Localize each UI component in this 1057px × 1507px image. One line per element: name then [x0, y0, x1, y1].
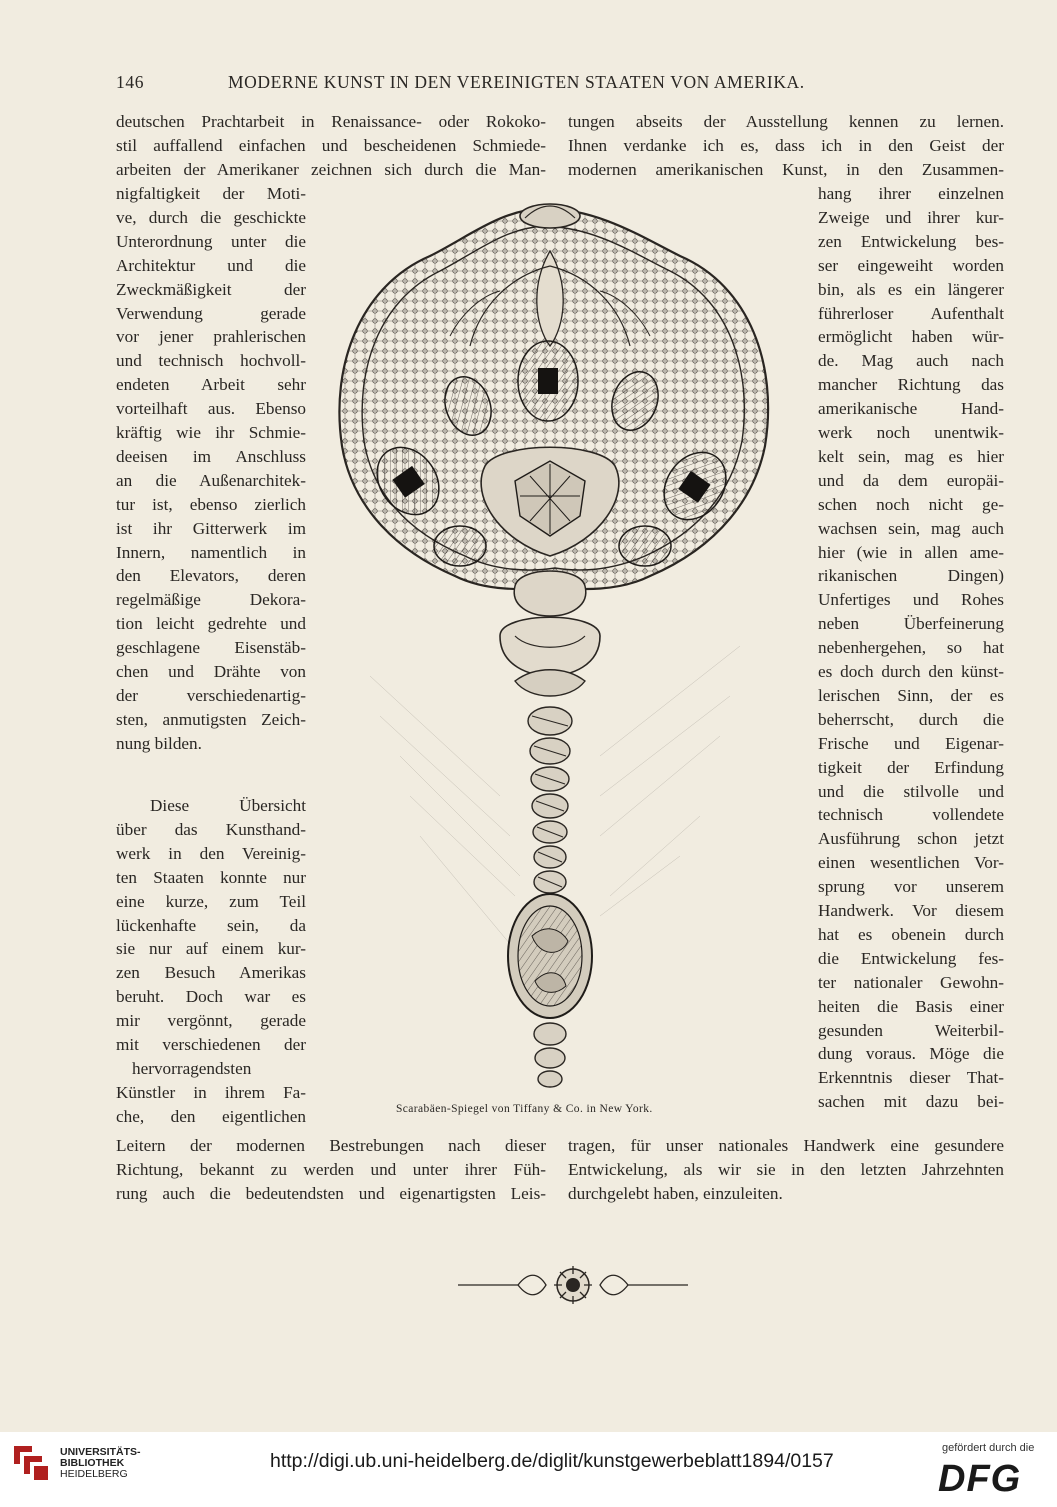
- text-line: regelmäßige Dekora-: [116, 590, 306, 610]
- text-line: es doch durch den künst-: [818, 662, 1004, 681]
- text-line: Verwendung gerade: [116, 303, 306, 323]
- text-line: führerloser Aufenthalt: [818, 303, 1004, 323]
- text-line: arbeiten der Amerikaner zeichnen sich durch die Man-: [116, 159, 546, 179]
- text-line: tragen, für unser nationales Handwerk eine gesundere: [568, 1136, 1004, 1155]
- text-line: ist ihr Gitterwerk im: [116, 518, 306, 538]
- text-line: bin, als es ein längerer: [818, 279, 1004, 299]
- text-line: ter nationaler Gewohn-: [818, 972, 1004, 992]
- text-line: Unfertiges und Rohes: [818, 590, 1004, 610]
- text-line: Ausführung schon jetzt: [818, 829, 1004, 849]
- dfg-logo: DFG: [938, 1458, 1022, 1500]
- text-line: Diese Übersicht: [150, 796, 306, 815]
- text-line: eine kurze, zum Teil: [116, 891, 306, 911]
- text-line: rikanischen Dingen): [818, 566, 1004, 586]
- figure-caption: Scarabäen-Spiegel von Tiffany & Co. in New York.: [396, 1103, 653, 1115]
- text-line: mit verschiedenen der: [116, 1035, 306, 1054]
- library-line-3: HEIDELBERG: [60, 1468, 128, 1480]
- text-line: deutschen Prachtarbeit in Renaissance- oder Rokoko-: [116, 112, 546, 131]
- university-library-logo-icon: [10, 1442, 52, 1484]
- text-line: modernen amerikanischen Kunst, in den Zusammen-: [568, 159, 1004, 179]
- text-line: endeten Arbeit sehr: [116, 375, 306, 395]
- text-line: schen noch nicht ge-: [818, 494, 1004, 514]
- tailpiece-ornament-icon: [458, 1262, 688, 1308]
- text-line: de. Mag auch nach: [818, 351, 1004, 371]
- text-line: nigfaltigkeit der Moti-: [116, 184, 306, 203]
- text-line: Innern, namentlich in: [116, 542, 306, 562]
- text-line: rung auch die bedeutendsten und eigenartigsten Leis-: [116, 1183, 546, 1203]
- text-line: hat es obenein durch: [818, 924, 1004, 944]
- text-line: geschlagene Eisenstäb-: [116, 638, 306, 658]
- text-line: hang ihrer einzelnen: [818, 184, 1004, 203]
- text-line: Unterordnung unter die: [116, 231, 306, 251]
- text-line: sten, anmutigsten Zeich-: [116, 709, 306, 729]
- text-line: der verschiedenartig-: [116, 685, 306, 705]
- text-line: Leitern der modernen Bestrebungen nach dieser: [116, 1136, 546, 1155]
- text-line: Ihnen verdanke ich es, dass ich in den Geist der: [568, 135, 1004, 155]
- library-line-2: BIBLIOTHEK: [60, 1457, 125, 1469]
- text-line: dung voraus. Möge die: [818, 1044, 1004, 1064]
- text-line: ermöglicht haben wür-: [818, 327, 1004, 347]
- text-line: mir vergönnt, gerade: [116, 1011, 306, 1031]
- text-line: über das Kunsthand-: [116, 819, 306, 839]
- text-line: und die stilvolle und: [818, 781, 1004, 801]
- text-line: tion leicht gedrehte und: [116, 614, 306, 634]
- text-line: an die Außenarchitek-: [116, 470, 306, 490]
- library-name: [60, 1447, 141, 1480]
- text-line: stil auffallend einfachen und bescheidenen Schmiede-: [116, 135, 546, 155]
- running-title: MODERNE KUNST IN DEN VEREINIGTEN STAATEN VON AMERIKA.: [228, 72, 805, 92]
- text-line: che, den eigentlichen: [116, 1106, 306, 1126]
- library-line-1: UNIVERSITÄTS-: [60, 1446, 141, 1458]
- text-line: und da dem europäi-: [818, 470, 1004, 490]
- text-line: sie nur auf einem kur-: [116, 939, 306, 959]
- text-line: chen und Drähte von: [116, 662, 306, 681]
- text-line: wachsen sein, mag auch: [818, 518, 1004, 538]
- text-line: zen Entwickelung bes-: [818, 231, 1004, 251]
- text-line: hier (wie in allen ame-: [818, 542, 1004, 562]
- funding-note: gefördert durch die: [942, 1442, 1035, 1454]
- text-line: kräftig wie ihr Schmie-: [116, 423, 306, 442]
- text-line: nung bilden.: [116, 733, 202, 753]
- text-line: werk in den Vereinig-: [116, 843, 306, 863]
- text-line: tur ist, ebenso zierlich: [116, 494, 306, 514]
- text-line: tungen abseits der Ausstellung kennen zu lernen.: [568, 112, 1004, 131]
- text-line: ten Staaten konnte nur: [116, 867, 306, 887]
- text-line: den Elevators, deren: [116, 566, 306, 586]
- text-line: ve, durch die geschickte: [116, 207, 306, 227]
- text-line: tigkeit der Erfindung: [818, 757, 1004, 777]
- text-line: neben Überfeinerung: [818, 614, 1004, 634]
- text-line: Zweckmäßigkeit der: [116, 279, 306, 299]
- text-line: Handwerk. Vor diesem: [818, 901, 1004, 920]
- text-line: heiten die Basis einer: [818, 996, 1004, 1016]
- text-line: gesunden Weiterbil-: [818, 1020, 1004, 1040]
- text-line: Frische und Eigenar-: [818, 733, 1004, 753]
- text-line: mancher Richtung das: [818, 375, 1004, 395]
- text-line: und technisch hochvoll-: [116, 351, 306, 371]
- text-line: die Entwickelung fes-: [818, 948, 1004, 968]
- text-line: vorteilhaft aus. Ebenso: [116, 399, 306, 419]
- text-line: Entwickelung, als wir sie in den letzten Jahrzehnten: [568, 1159, 1004, 1179]
- text-line: hervorragendsten: [132, 1058, 252, 1078]
- text-line: durchgelebt haben, einzuleiten.: [568, 1183, 783, 1203]
- text-line: Richtung, bekannt zu werden und unter ihrer Füh-: [116, 1159, 546, 1179]
- text-line: zen Besuch Amerikas: [116, 963, 306, 983]
- text-line: vor jener prahlerischen: [116, 327, 306, 347]
- text-line: Zweige und ihrer kur-: [818, 207, 1004, 227]
- text-line: kelt sein, mag es hier: [818, 446, 1004, 466]
- text-line: beruht. Doch war es: [116, 987, 306, 1007]
- text-line: lerischen Sinn, der es: [818, 685, 1004, 705]
- text-line: sachen mit dazu bei-: [818, 1092, 1004, 1112]
- text-line: Architektur und die: [116, 255, 306, 275]
- text-line: deeisen im Anschluss: [116, 446, 306, 466]
- text-line: Künstler in ihrem Fa-: [116, 1082, 306, 1102]
- text-line: technisch vollendete: [818, 805, 1004, 825]
- text-line: amerikanische Hand-: [818, 399, 1004, 419]
- text-line: lückenhafte sein, da: [116, 915, 306, 935]
- page-number: 146: [116, 72, 145, 92]
- text-line: sprung vor unserem: [818, 877, 1004, 897]
- scarab-mirror-illustration: [300, 196, 810, 1096]
- text-line: nebenhergehen, so hat: [818, 638, 1004, 658]
- source-url-link[interactable]: http://digi.ub.uni-heidelberg.de/diglit/kunstgewerbeblatt1894/0157: [270, 1450, 834, 1472]
- text-line: ser eingeweiht worden: [818, 255, 1004, 275]
- text-line: beherrscht, durch die: [818, 709, 1004, 729]
- text-line: werk noch unentwik-: [818, 423, 1004, 442]
- text-line: Erkenntnis dieser That-: [818, 1068, 1004, 1088]
- text-line: einen wesentlichen Vor-: [818, 853, 1004, 873]
